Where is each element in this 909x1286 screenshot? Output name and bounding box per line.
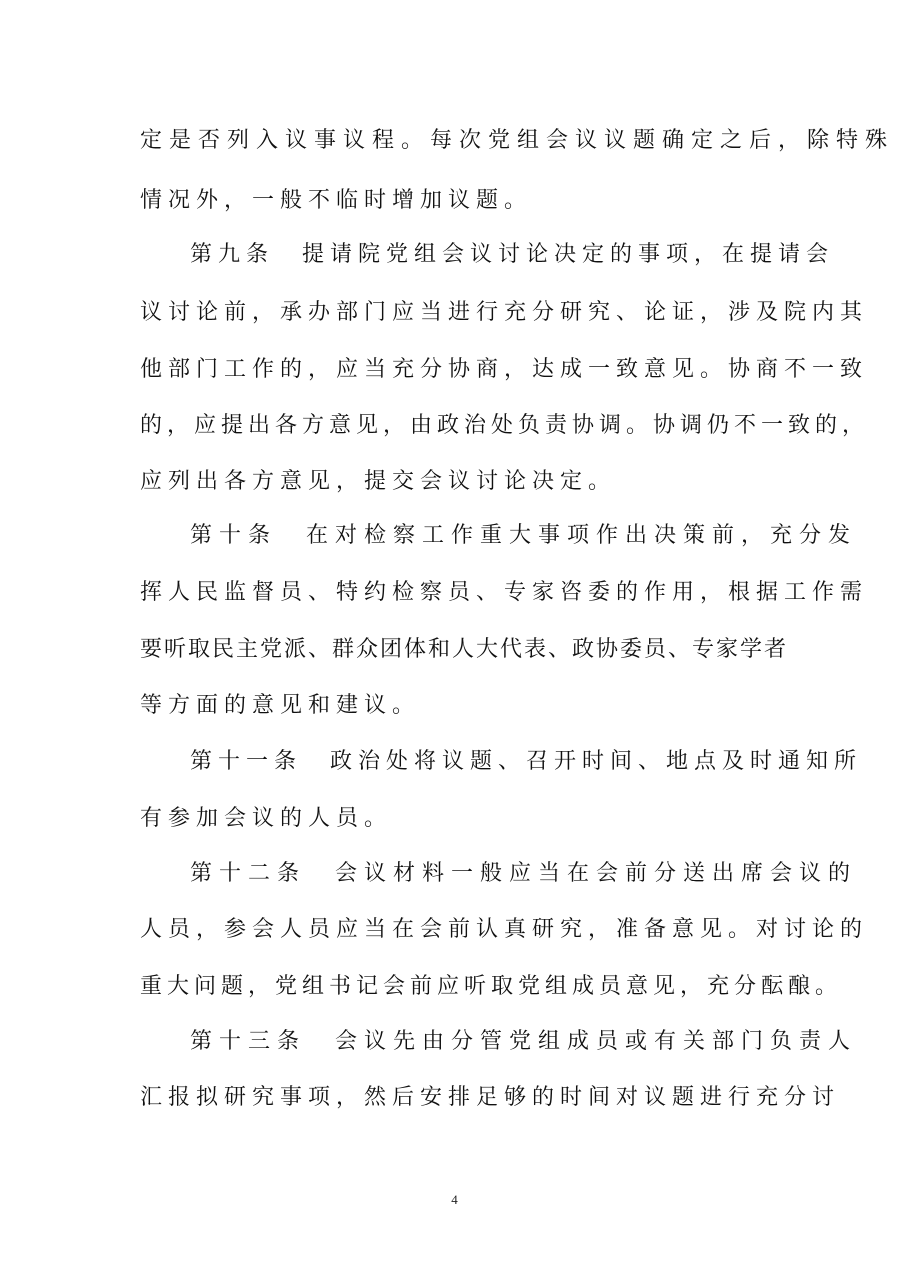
article-10-start: 第十条 在对检察工作重大事项作出决策前，充分发	[190, 523, 858, 548]
text-line: 挥人民监督员、特约检察员、专家咨委的作用，根据工作需	[140, 580, 869, 605]
text-line: 汇报拟研究事项，然后安排足够的时间对议题进行充分讨	[140, 1085, 841, 1110]
text-line: 他部门工作的，应当充分协商，达成一致意见。协商不一致	[140, 357, 869, 382]
page-number: 4	[451, 1192, 458, 1207]
text-line: 等方面的意见和建议。	[140, 693, 421, 718]
text-line: 应列出各方意见，提交会议讨论决定。	[140, 469, 617, 494]
text-line: 议讨论前，承办部门应当进行充分研究、论证，涉及院内其	[140, 300, 869, 325]
text-line: 人员，参会人员应当在会前认真研究，准备意见。对讨论的	[140, 917, 869, 942]
article-13-start: 第十三条 会议先由分管党组成员或有关部门负责人	[190, 1029, 858, 1054]
text-line: 定是否列入议事议程。每次党组会议议题确定之后，除特殊	[140, 128, 895, 153]
article-9-start: 第九条 提请院党组会议讨论决定的事项，在提请会	[190, 242, 835, 267]
text-line: 的，应提出各方意见，由政治处负责协调。协调仍不一致的，	[140, 413, 870, 438]
article-11-start: 第十一条 政治处将议题、召开时间、地点及时通知所	[190, 749, 863, 774]
text-line: 要听取民主党派、群众团体和人大代表、政协委员、专家学者	[140, 637, 789, 662]
article-12-start: 第十二条 会议材料一般应当在会前分送出席会议的	[190, 861, 858, 886]
text-line: 情况外，一般不临时增加议题。	[140, 188, 533, 213]
text-line: 有参加会议的人员。	[140, 806, 393, 831]
text-line: 重大问题，党组书记会前应听取党组成员意见，充分酝酿。	[140, 974, 843, 999]
